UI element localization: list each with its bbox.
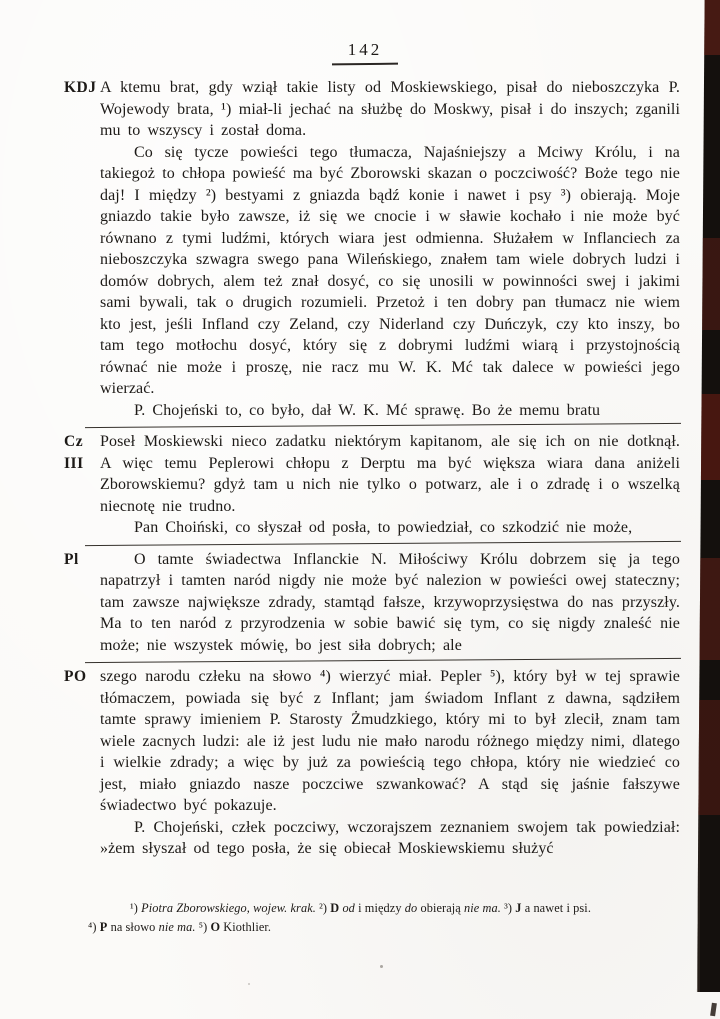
paragraph: A ktemu brat, gdy wziął takie listy od Moskiewskiego, pisał do nieboszczyka P. Wojewody brata, ¹) miał-li jechać na służbę do Moskwy, pisał i do inszych; zganili mu to wszyscy i został doma. [100, 79, 680, 139]
footnote-segment: Kiothlier. [220, 920, 272, 934]
scan-edge-strip [696, 0, 720, 992]
paragraph: P. Chojeński to, co było, dał W. K. Mć sprawę. Bo że memu bratu [134, 401, 601, 419]
ink-speck [248, 983, 250, 985]
margin-siglum: KDJ [64, 79, 97, 96]
scan-edge-mark [710, 1003, 717, 1017]
paragraph: szego narodu człeku na słowo ⁴) wierzyć miał. Pepler ⁵), który był w tej sprawie tłómaczem, powiada się być z Inflant; jam świadom Inflant z dawna, sądziłem tamte sprawy imieniem P. Starosty Żmudzkiego, który mi to był zlecił, znam tam wiele zacnych ludzi: ale iż jest ludu nie mało narodu różnego między nimi, dlatego i wielkie zdrady; a więc by już za powieścią tego chłopa, który nie wiedzieć co jest, miało gniazdo nasze poczciwe szwankować? A stąd się jaśnie fałszywe świadectwo być pokazuje. [100, 668, 680, 814]
paragraph: Co się tycze powieści tego tłumacza, Najaśniejszy a Mciwy Królu, i na takiegoż to chłopa powieść ma być Zborowski skazan o poczciwość? Boże tego nie daj! I między ²) bestyami z gniazda bądź konie i nawet i psy ³) obierają. Moje gniazdo takie było zawsze, iż się we cnocie i w sławie kochało i nie może być równano z tymi ludźmi, których wiara jest odmienna. Służałem w Inflanciech za nieboszczyka szwagra swego pana Wileńskiego, znałem tam wiele dobrych ludzi i domów dobrych, alem też znał dosyć, co się unosili w powinności swej i jakimi sami bywali, tak o drugich rozumieli. Przetoż i ten dobry pan tłumacz nie wiem kto jest, jeśli Infland czy Zeland, czy Niderland czy Duńczyk, czy kto inszy, bo tam tego motłochu dosyć, który się z dobrymi ludźmi wiarą i przystojnością równać nie może i proszę, nie racz mu W. K. Mć tak dalece w powieści jego wierzać. [100, 143, 680, 397]
text-section [64, 549, 680, 657]
footnote-segment: Piotra Zborowskiego, wojew. krak. [141, 901, 316, 915]
page-number-underline [332, 63, 398, 66]
footnote-segment: obierają [417, 901, 465, 915]
footnote-segment: nie ma. [464, 901, 501, 915]
text-section [64, 77, 680, 421]
footnote-segment: ³) [500, 901, 516, 915]
page-content [64, 77, 680, 860]
ink-speck [380, 965, 383, 968]
footnote-segment: J [515, 901, 522, 915]
footnote-segment: a nawet i psi. [521, 901, 591, 915]
footnote-segment: na słowo [107, 920, 159, 934]
footnote-segment: ⁴) [88, 920, 100, 934]
footnote-segment: ²) [315, 901, 331, 915]
footnote-segment: ¹) [130, 901, 142, 915]
footnote-segment: P [99, 920, 108, 934]
page-number: 142 [347, 40, 383, 59]
footnote-segment: od [342, 901, 355, 915]
footnote-line [88, 899, 680, 918]
section-divider [85, 423, 681, 428]
paragraph: P. Chojeński, człek poczciwy, wczorajszem zeznaniem swojem tak powiedział: »żem słyszał od tego posła, że się obiecał Moskiewskiemu służyć [100, 818, 680, 857]
text-section [64, 666, 680, 860]
paragraph: O tamte świadectwa Inflanckie N. Miłościwy Królu dobrzem się ja tego napatrzył i tamten naród nigdy nie może być nalezion w powieści owej stateczny; tam zawsze największe zdrady, stamtąd fałsze, krzywoprzysięstwa do nas przyszły. Ma to ten naród z przyrodzenia w sobie bawić się tym, co się nigdy znaleść nie może; nie wszystek mówię, bo jest siła dobrych; ale [100, 550, 680, 654]
section-divider [85, 540, 681, 545]
footnote-line [88, 918, 680, 937]
text-section [64, 431, 680, 539]
margin-siglum: Cz III [64, 433, 84, 472]
paragraph: Pan Choiński, co słyszał od posła, to powiedział, co szkodzić nie może, [134, 519, 633, 536]
page-header [325, 40, 405, 65]
footnote-segment: O [210, 920, 221, 934]
footnotes [88, 899, 680, 937]
footnote-segment: i między [354, 901, 405, 915]
footnote-segment: do [404, 901, 418, 915]
section-divider [85, 658, 681, 663]
margin-siglum: Pl [64, 550, 79, 568]
margin-siglum: PO [64, 668, 87, 685]
footnote-segment: nie ma. [158, 920, 196, 934]
paragraph: Poseł Moskiewski nieco zadatku niektórym kapitanom, ale się ich on nie dotknął. A więc temu Peplerowi chłopu z Derptu ma być większa wiara dana aniżeli Zborowskiemu? gdyż tam u nich nie tylko o potwarz, ale i o zdradę i o wszelką niecnotę nie trudno. [100, 433, 680, 515]
footnote-segment: ⁵) [195, 920, 211, 934]
footnote-segment: D [330, 901, 340, 915]
